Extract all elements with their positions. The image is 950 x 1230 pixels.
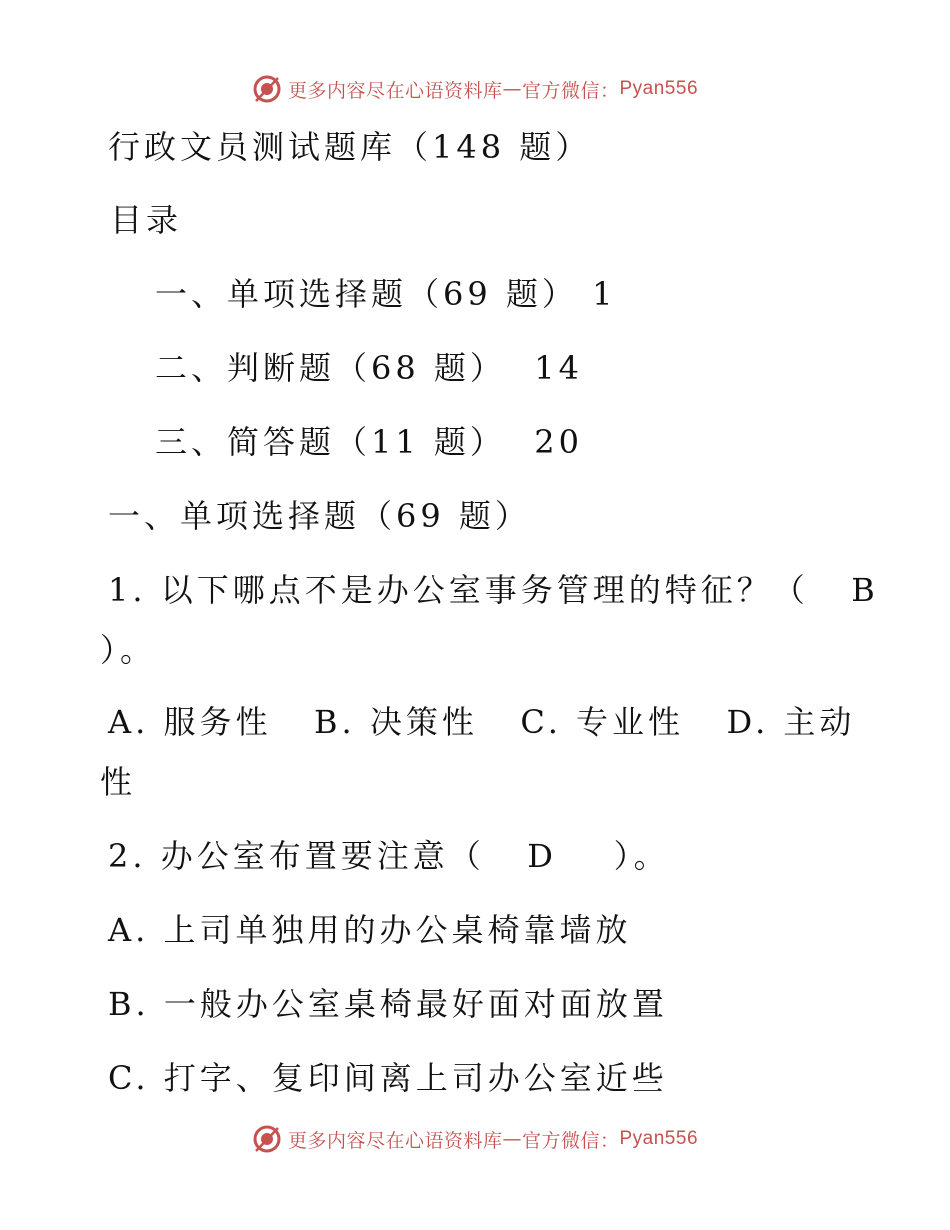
question-1-stem-end: ）。 bbox=[100, 631, 157, 669]
question-1-options-end: 性 bbox=[100, 763, 137, 801]
section-heading-single-choice: 一、单项选择题（69 题） bbox=[108, 497, 531, 535]
watermark-dash: — bbox=[502, 78, 522, 100]
toc-heading: 目录 bbox=[110, 201, 183, 239]
quill-logo-icon bbox=[252, 74, 282, 104]
question-2-option-b: B. 一般办公室桌椅最好面对面放置 bbox=[108, 985, 668, 1023]
question-2-stem: 2. 办公室布置要注意（ D ）。 bbox=[108, 837, 670, 875]
watermark-header bbox=[0, 74, 950, 104]
watermark-text: 更多内容尽在心语资料库 bbox=[287, 1129, 503, 1152]
toc-item-single-choice: 一、单项选择题（69 题） 1 bbox=[155, 275, 617, 313]
watermark-account: Pyan556 bbox=[619, 78, 699, 99]
question-1-options: A. 服务性 B. 决策性 C. 专业性 D. 主动 bbox=[108, 703, 856, 741]
watermark-dash: — bbox=[502, 1128, 522, 1150]
toc-item-true-false: 二、判断题（68 题） 14 bbox=[155, 349, 583, 387]
quill-logo-icon bbox=[252, 1124, 282, 1154]
doc-title: 行政文员测试题库（148 题） bbox=[108, 128, 592, 166]
watermark-footer bbox=[0, 1124, 950, 1154]
watermark-text: 更多内容尽在心语资料库 bbox=[287, 79, 503, 102]
question-2-option-a: A. 上司单独用的办公桌椅靠墙放 bbox=[108, 911, 632, 949]
watermark-wechat-label: 官方微信： bbox=[521, 79, 620, 102]
watermark-wechat-label: 官方微信： bbox=[521, 1129, 620, 1152]
watermark-account: Pyan556 bbox=[619, 1128, 699, 1149]
question-1-stem: 1. 以下哪点不是办公室事务管理的特征？（ B bbox=[108, 571, 879, 609]
question-2-option-c: C. 打字、复印间离上司办公室近些 bbox=[108, 1059, 668, 1097]
toc-item-short-answer: 三、简答题（11 题） 20 bbox=[155, 423, 583, 461]
